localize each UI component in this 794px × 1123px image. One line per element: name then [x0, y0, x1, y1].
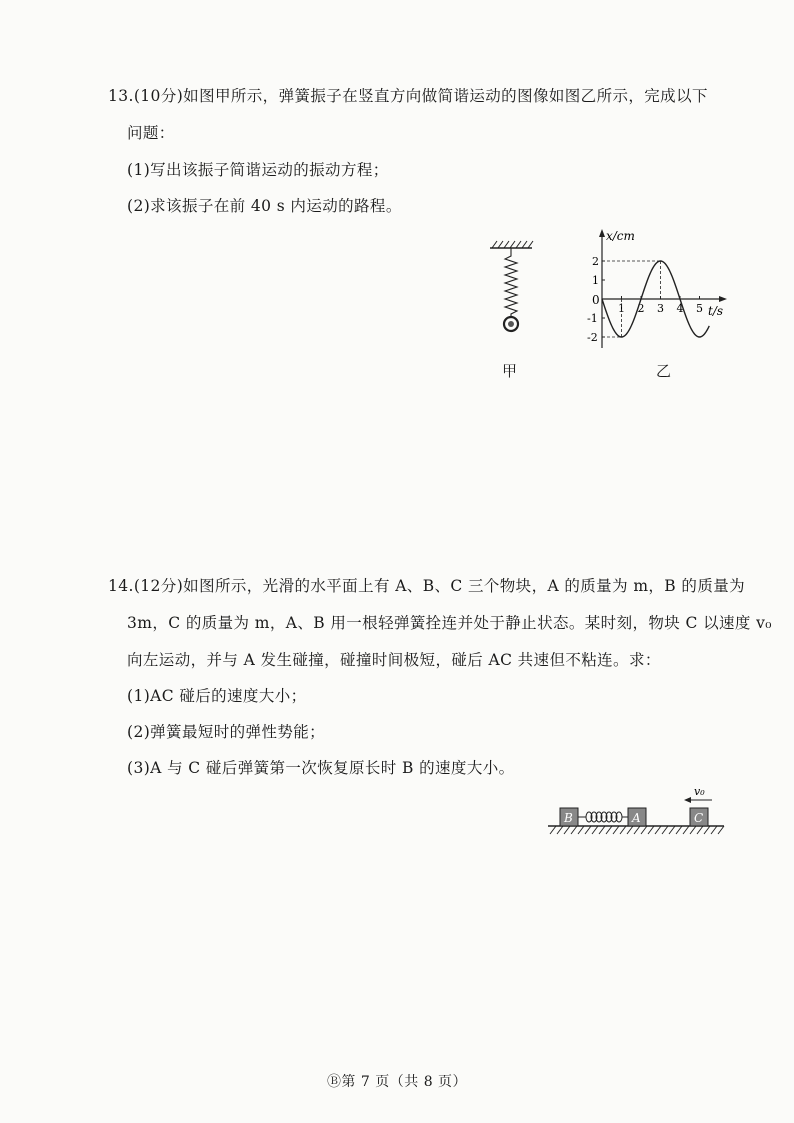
q13-stem-line2: 问题：	[127, 124, 175, 142]
y-tick-label: 1	[592, 274, 599, 287]
fig-jia-caption: 甲	[502, 362, 518, 380]
y-tick-label: -1	[587, 312, 598, 325]
q14-stem-line2: 3m，C 的质量为 m，A、B 用一根轻弹簧拴连并处于静止状态。某时刻，物块 C 以速度 v₀	[127, 614, 772, 632]
y-tick-label: -2	[587, 331, 598, 344]
blocks-figure	[544, 782, 728, 842]
q14-stem-line1: 14.(12分)如图所示，光滑的水平面上有 A、B、C 三个物块，A 的质量为 m，B 的质量为	[108, 577, 746, 595]
q14-part3: (3)A 与 C 碰后弹簧第一次恢复原长时 B 的速度大小。	[127, 759, 515, 777]
fig-yi-caption: 乙	[656, 362, 672, 380]
block-c-label: C	[694, 811, 704, 825]
q13-part2: (2)求该振子在前 40 s 内运动的路程。	[127, 197, 402, 215]
spring-oscillator-figure	[480, 236, 540, 346]
origin-label: 0	[592, 293, 600, 307]
x-axis-label: t/s	[708, 304, 724, 318]
ground	[548, 826, 724, 834]
spring	[505, 248, 517, 317]
page-footer: Ⓑ第 7 页（共 8 页）	[326, 1074, 468, 1090]
x-tick-label: 4	[676, 302, 684, 315]
block-b-label: B	[564, 811, 573, 825]
ceiling	[490, 241, 533, 248]
q14-part2: (2)弹簧最短时的弹性势能；	[127, 723, 326, 741]
q13-stem-line1: 13.(10分)如图甲所示，弹簧振子在竖直方向做简谐运动的图像如图乙所示，完成以下	[108, 87, 708, 105]
y-axis-label: x/cm	[606, 229, 635, 243]
q14-stem-line3: 向左运动，并与 A 发生碰撞，碰撞时间极短，碰后 AC 共速但不粘连。求：	[127, 651, 661, 669]
x-tick-label: 1	[618, 302, 625, 315]
velocity-label: v₀	[694, 785, 705, 798]
q14-part1: (1)AC 碰后的速度大小；	[127, 687, 307, 705]
x-tick-label: 5	[696, 302, 703, 315]
x-t-graph	[558, 226, 730, 356]
x-tick-label: 2	[637, 302, 645, 315]
block-a-label: A	[632, 811, 641, 825]
x-tick-label: 3	[657, 302, 664, 315]
connecting-spring	[578, 812, 628, 822]
y-tick-label: 2	[592, 255, 599, 268]
q13-part1: (1)写出该振子简谐运动的振动方程；	[127, 161, 389, 179]
